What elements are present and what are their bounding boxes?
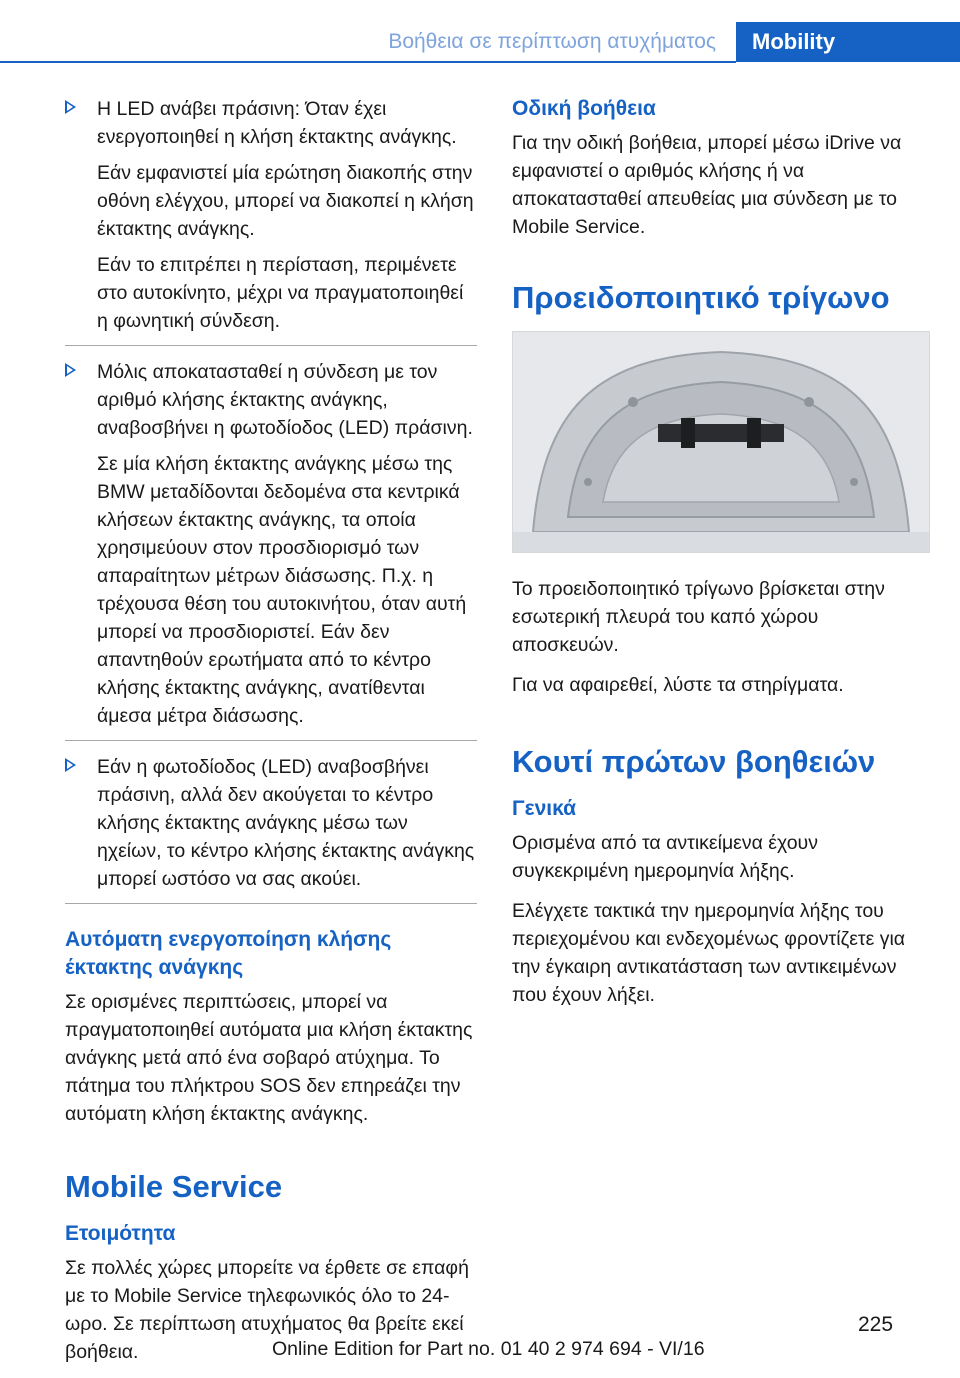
chapter-tab: Mobility <box>736 22 960 62</box>
road-help-text: Για την οδική βοήθεια, μπορεί μέσω iDrive να εμφανιστεί ο αριθμός κλήσης ή να αποκατασταθεί απευθείας μια σύνδεση με το Mobile Service. <box>512 132 902 238</box>
bullet-paragraph: Εάν το επιτρέπει η περίσταση, περιμένετε στο αυτοκίνητο, μέχρι να πραγματοποιηθεί η φωνητική σύνδεση. <box>97 254 464 332</box>
road-help-heading: Οδική βοήθεια <box>512 97 656 120</box>
bullet-paragraph: Σε μία κλήση έκτακτης ανάγκης μέσω της BMW μεταδίδονται δεδομένα στα κεντρικά κλήσεων έκτακτης ανάγκης, τα οποία χρησιμεύουν στον προσδιορισμό των απαραίτητων μέτρων διάσωσης. Π.χ. η τρέχουσα θέση του αυτοκινήτου, όταν αυτή μπορεί να προσδιοριστεί. Εάν δεν απαντηθούν ερωτήματα από το κέντρο κλήσης έκτακτης ανάγκης, ανατίθενται άμεσα μέτρα διάσωσης. <box>97 453 467 727</box>
bullet-paragraph: Εάν εμφανιστεί μία ερώτηση διακοπής στην οθόνη ελέγχου, μπορεί να διακοπεί η κλήση έκτακτης ανάγκης. <box>97 162 474 240</box>
trunk-lid-illustration <box>513 332 929 552</box>
edition-footer: Online Edition for Part no. 01 40 2 974 694 - VI/16 <box>272 1338 705 1360</box>
triangle-remove-text: Για να αφαιρεθεί, λύστε τα στηρίγματα. <box>512 674 844 696</box>
list-item <box>65 358 477 741</box>
triangle-location-text: Το προειδοποιητικό τρίγωνο βρίσκεται στην εσωτερική πλευρά του καπό χώρου αποσκευών. <box>512 578 885 656</box>
auto-call-heading: Αυτόματη ενεργοποίηση κλήσης έκτακτης ανάγκης <box>65 928 392 979</box>
readiness-heading: Ετοιμότητα <box>65 1222 176 1245</box>
general-heading: Γενικά <box>512 797 577 820</box>
triangle-bullet-icon <box>65 758 76 772</box>
page-number: 225 <box>858 1313 894 1336</box>
trunk-lid-image <box>512 331 930 553</box>
bullet-paragraph: Η LED ανάβει πράσινη: Όταν έχει ενεργοποιηθεί η κλήση έκτακτης ανάγκης. <box>97 98 457 148</box>
warning-triangle-title: Προειδοποιητικό τρίγωνο <box>512 280 890 315</box>
readiness-text: Σε πολλές χώρες μπορείτε να έρθετε σε επαφή με το Mobile Service τηλεφωνικός όλο το 24-ωρο. Σε περίπτωση ατυχήματος θα βρείτε εκεί βοήθεια. <box>65 1257 469 1363</box>
page-header <box>0 0 960 62</box>
header-rule <box>0 61 736 63</box>
list-item <box>65 753 477 904</box>
triangle-bullet-icon <box>65 363 76 377</box>
bullet-paragraph: Μόλις αποκατασταθεί η σύνδεση με τον αριθμό κλήσης έκτακτης ανάγκης, αναβοσβήνει η φωτοδίοδος (LED) πράσινη. <box>97 361 473 439</box>
left-column <box>65 95 477 1378</box>
first-aid-text-2: Ελέγχετε τακτικά την ημερομηνία λήξης του περιεχομένου και ενδεχομένως φροντίζετε για την έγκαιρη αντικατάσταση των αντικειμένων που έχουν λήξει. <box>512 900 906 1006</box>
mobile-service-title: Mobile Service <box>65 1169 283 1204</box>
bullet-paragraph: Εάν η φωτοδίοδος (LED) αναβοσβήνει πράσινη, αλλά δεν ακούγεται το κέντρο κλήσης έκτακτης ανάγκης μέσω των ηχείων, το κέντρο κλήσης έκτακτης ανάγκης μπορεί ωστόσο να σας ακούει. <box>97 756 475 890</box>
auto-call-text: Σε ορισμένες περιπτώσεις, μπορεί να πραγματοποιηθεί αυτόματα μια κλήση έκτακτης ανάγκης μετά από ένα σοβαρό ατύχημα. Το πάτημα του πλήκτρου SOS δεν επηρεάζει την αυτόματη κλήση έκτακτης ανάγκης. <box>65 991 473 1125</box>
first-aid-title: Κουτί πρώτων βοηθειών <box>512 744 876 779</box>
triangle-bullet-icon <box>65 100 76 114</box>
first-aid-text-1: Ορισμένα από τα αντικείμενα έχουν συγκεκριμένη ημερομηνία λήξης. <box>512 832 818 882</box>
list-item <box>65 95 477 346</box>
right-column <box>512 95 930 1021</box>
section-title: Βοήθεια σε περίπτωση ατυχήματος <box>350 22 730 62</box>
